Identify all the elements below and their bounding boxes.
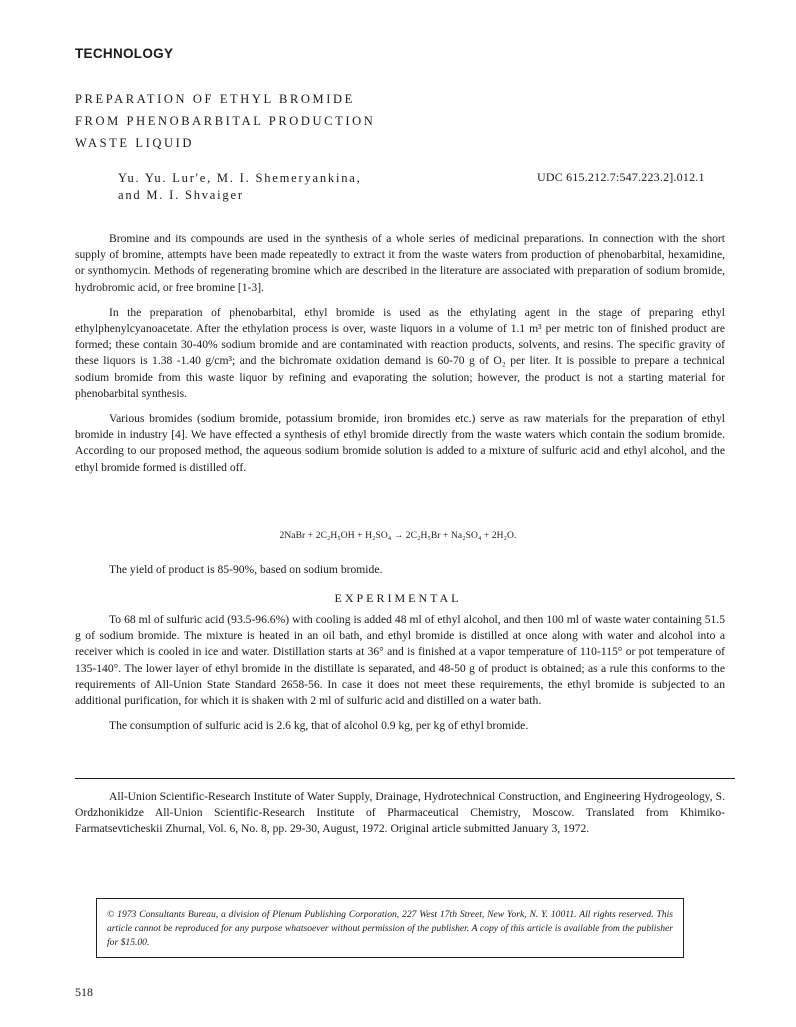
paragraph: The consumption of sulfuric acid is 2.6 kg, that of alcohol 0.9 kg, per kg of ethyl bromide. [109,719,529,733]
article-title [75,88,375,154]
author-list [118,170,362,204]
section-label: TECHNOLOGY [75,46,174,61]
experimental-heading: EXPERIMENTAL [334,591,462,605]
paragraph: In the preparation of phenobarbital, ethyl bromide is used as the ethylating agent in the stage of preparing ethyl ethylphenylcyanoacetate. After the ethylation process is over, waste liquors in a volume of 1.1 m³ per metric ton of finished product are formed; these contain 30-40% sodium bromide and are contaminated with reaction products, solvents, and resins. The specific gravity of these liquors is 1.38 -1.40 g/cm³; and the bichromate oxidation demand is 60-70 g of O₂ per liter. It is possible to prepare a technical sodium bromide from this waste liquor by refining and evaporating the solution; however, the product is not a starting material for phenobarbital synthesis. [75,305,725,400]
experimental-section [75,612,725,743]
paragraph: The yield of product is 85-90%, based on sodium bromide. [109,563,383,576]
paragraph: Various bromides (sodium bromide, potassium bromide, iron bromides etc.) serve as raw materials for the preparation of ethyl bromide in industry [4]. We have effected a synthesis of ethyl bromide directly from the waste waters which contain the sodium bromide. According to our proposed method, the aqueous sodium bromide solution is added to a mixture of sulfuric acid and ethyl alcohol, and the ethyl bromide formed is distilled off. [75,412,725,474]
yield-section [75,562,725,587]
paragraph: Bromine and its compounds are used in the synthesis of a whole series of medicinal preparations. In connection with the short supply of bromine, attempts have been made repeatedly to extract it from the waste waters from production of phenobarbital, hexamidine, or synthomycin. Methods of regenerating bromine which are described in the literature are associated with preparation of sodium bromide, hydrobromic acid, or free bromine [1-3]. [75,232,725,294]
copyright-notice: © 1973 Consultants Bureau, a division of Plenum Publishing Corporation, 227 West 17th Street, New York, N. Y. 10011. All rights reserved. This article cannot be reproduced for any purpose whatsoever without permission of the publisher. A copy of this article is available from the publisher for $15.00. [96,898,684,958]
title-line: WASTE LIQUID [75,136,195,150]
title-line: FROM PHENOBARBITAL PRODUCTION [75,114,376,128]
author-line: and M. I. Shvaiger [118,188,244,202]
udc-code: UDC 615.212.7:547.223.2].012.1 [537,170,705,184]
author-line: Yu. Yu. Lur'e, M. I. Shemeryankina, [118,171,362,185]
affiliation-footnote: All-Union Scientific-Research Institute of Water Supply, Drainage, Hydrotechnical Construction, and Engineering Hydrogeology, S. Ordzhonikidze All-Union Scientific-Research Institute of Pharmaceutical Chemistry, Moscow. Translated from Khimiko-Farmatsevticheskii Zhurnal, Vol. 6, No. 8, pp. 29-30, August, 1972. Original article submitted January 3, 1972. [75,790,725,836]
reaction-equation: 2NaBr + 2C₂H₅OH + H₂SO₄ → 2C₂H₅Br + Na₂SO₄ + 2H₂O. [279,531,517,541]
page-number: 518 [75,985,93,999]
footnote-divider [75,778,735,779]
paragraph: To 68 ml of sulfuric acid (93.5-96.6%) with cooling is added 48 ml of ethyl alcohol, and then 100 ml of waste water containing 51.5 g of sodium bromide. The mixture is heated in an oil bath, and ethyl bromide is distilled at once along with water and alcohol into a receiver which is cooled in ice and water. Distillation starts at 36° and is finished at a vapor temperature of 110-115° or pot temperature of 135-140°. The lower layer of ethyl bromide in the distillate is separated, and 48-50 g of product is obtained; as a rule this conforms to the requirements of All-Union State Standard 2658-56. In case it does not meet these requirements, the ethyl bromide is subjected to an additional purification, for which it is shaken with 2 ml of sulfuric acid and distilled on a water bath. [75,613,725,708]
intro-section [75,231,725,485]
title-line: PREPARATION OF ETHYL BROMIDE [75,92,355,106]
